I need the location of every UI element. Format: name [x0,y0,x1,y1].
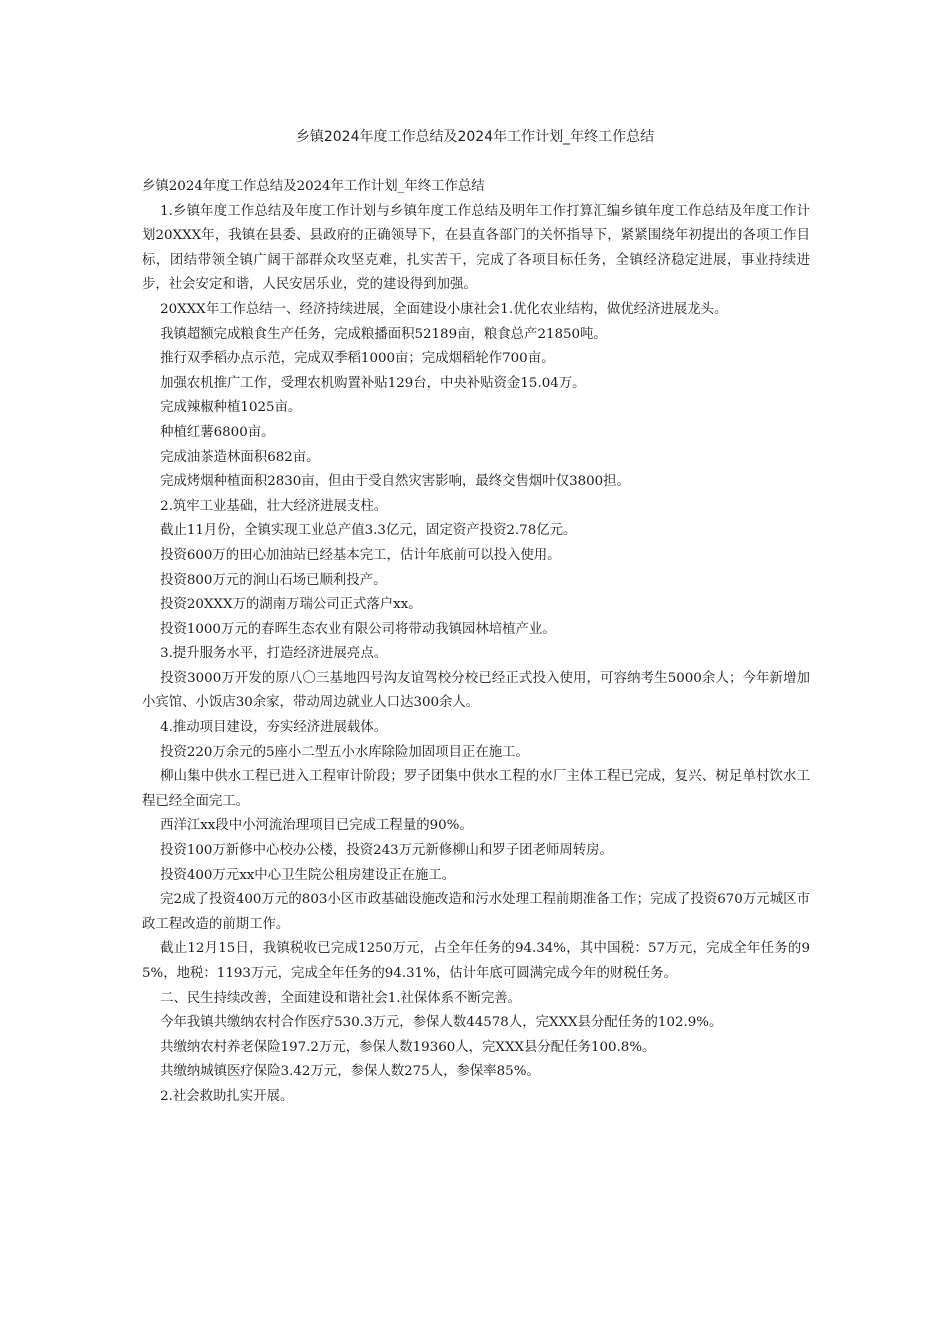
paragraph: 完成烤烟种植面积2830亩，但由于受自然灾害影响，最终交售烟叶仅3800担。 [160,474,630,490]
paragraph: 加强农机推广工作，受理农机购置补贴129台，中央补贴资金15.04万。 [160,375,586,391]
paragraph: 共缴纳城镇医疗保险3.42万元，参保人数275人，参保率85%。 [160,1064,540,1080]
paragraph: 2.社会救助扎实开展。 [160,1088,294,1104]
document-body [142,175,810,1110]
paragraph: 柳山集中供水工程已进入工程审计阶段；罗子团集中供水工程的水厂主体工程已完成，复兴、树足单村饮水工程已经全面完工。 [142,769,810,809]
paragraph: 投资100万新修中心校办公楼，投资243万元新修柳山和罗子团老师周转房。 [160,843,613,859]
paragraph: 截止12月15日，我镇税收已完成1250万元，占全年任务的94.34%，其中国税：57万元，完成全年任务的95%，地税：1193万元，完成全年任务的94.31%，估计年底可圆满完成今年的财税任务。 [142,941,810,981]
paragraph: 推行双季稻办点示范，完成双季稻1000亩；完成烟稻轮作700亩。 [160,351,555,367]
paragraph: 种植红薯6800亩。 [160,424,275,440]
paragraph: 投资1000万元的春晖生态农业有限公司将带动我镇园林培植产业。 [160,621,556,637]
paragraph: 20XXX年工作总结一、经济持续进展，全面建设小康社会1.优化农业结构，做优经济进展龙头。 [160,301,728,317]
paragraph: 共缴纳农村养老保险197.2万元，参保人数19360人，完XXX县分配任务100.8%。 [160,1039,656,1055]
paragraph: 完成辣椒种植1025亩。 [160,400,302,416]
paragraph: 1.乡镇年度工作总结及年度工作计划与乡镇年度工作总结及明年工作打算汇编乡镇年度工作总结及年度工作计划20XXX年，我镇在县委、县政府的正确领导下，在县直各部门的关怀指导下，紧紧围绕年初提出的各项工作目标，团结带领全镇广阔干部群众攻坚克难，扎实苦干，完成了各项目标任务，全镇经济稳定进展，事业持续进步，社会安定和谐，人民安居乐业，党的建设得到加强。 [142,203,810,293]
paragraph: 投资3000万开发的原八〇三基地四号沟友谊驾校分校已经正式投入使用，可容纳考生5000余人；今年新增加小宾馆、小饭店30余家，带动周边就业人口达300余人。 [142,670,810,711]
paragraph: 完2成了投资400万元的803小区市政基础设施改造和污水处理工程前期准备工作；完成了投资670万元城区市政工程改造的前期工作。 [142,892,810,932]
paragraph: 3.提升服务水平，打造经济进展亮点。 [160,646,388,662]
paragraph: 投资220万余元的5座小二型五小水库除险加固项目正在施工。 [160,744,529,760]
paragraph: 今年我镇共缴纳农村合作医疗530.3万元，参保人数44578人，完XXX县分配任务的102.9%。 [160,1015,723,1031]
paragraph: 二、民生持续改善，全面建设和谐社会1.社保体系不断完善。 [160,990,522,1006]
paragraph: 西洋江xx段中小河流治理项目已完成工程量的90%。 [160,818,473,834]
page-header-title: 乡镇2024年度工作总结及2024年工作计划_年终工作总结 [295,129,655,145]
paragraph: 投资20XXX万的湖南万瑞公司正式落户xx。 [160,597,422,613]
document-title-line: 乡镇2024年度工作总结及2024年工作计划_年终工作总结 [142,179,485,194]
paragraph: 我镇超额完成粮食生产任务，完成粮播面积52189亩，粮食总产21850吨。 [160,326,607,342]
paragraph: 4.推动项目建设，夯实经济进展载体。 [160,720,388,736]
paragraph: 投资400万元xx中心卫生院公租房建设正在施工。 [160,867,456,883]
paragraph: 投资600万的田心加油站已经基本完工，估计年底前可以投入使用。 [160,547,561,563]
paragraph: 2.筑牢工业基础，壮大经济进展支柱。 [160,498,388,514]
paragraph: 完成油茶造林面积682亩。 [160,449,320,465]
paragraph: 投资800万元的涧山石场已顺利投产。 [160,572,387,588]
paragraph: 截止11月份，全镇实现工业总产值3.3亿元，固定资产投资2.78亿元。 [160,523,577,539]
